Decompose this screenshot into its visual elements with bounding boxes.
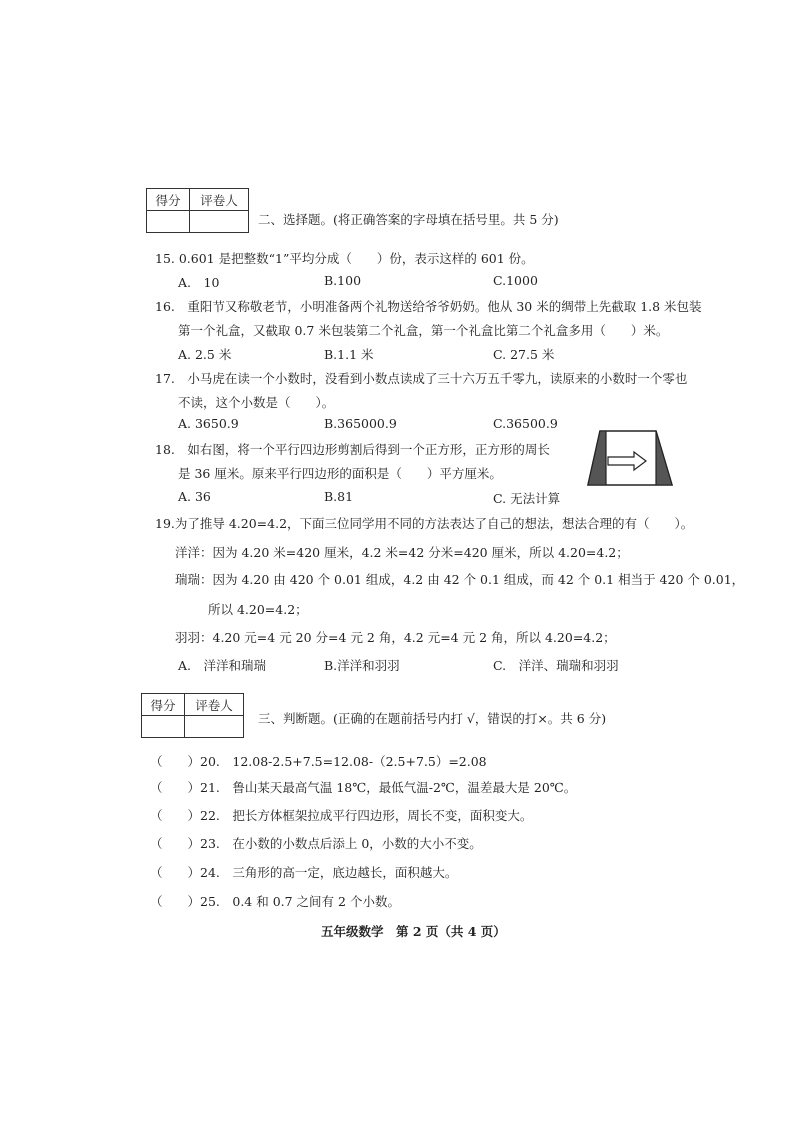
q18-line2: 是 36 厘米。原来平行四边形的面积是（ ）平方厘米。 bbox=[178, 466, 502, 481]
score-box-section2 bbox=[146, 188, 249, 233]
judge-item-24[interactable]: （ ）24. 三角形的高一定，底边越长，面积越大。 bbox=[150, 865, 458, 880]
grader-label: 评卷人 bbox=[190, 189, 249, 211]
judge-item-21[interactable]: （ ）21. 鲁山某天最高气温 18℃，最低气温-2℃，温差最大是 20℃。 bbox=[150, 780, 577, 795]
q19-option-c[interactable]: C. 洋洋、瑞瑞和羽羽 bbox=[493, 658, 619, 673]
grader-label: 评卷人 bbox=[185, 694, 244, 716]
q17-option-a[interactable]: A. 3650.9 bbox=[178, 416, 239, 431]
q18-option-c[interactable]: C. 无法计算 bbox=[493, 491, 561, 506]
q19-yuyu: 羽羽：4.20 元=4 元 20 分=4 元 2 角，4.2 元=4 元 2 角，所以 4.20=4.2； bbox=[175, 630, 616, 645]
q19-option-b[interactable]: B.洋洋和羽羽 bbox=[324, 658, 400, 673]
q15-option-b[interactable]: B.100 bbox=[324, 273, 362, 288]
judge-item-22[interactable]: （ ）22. 把长方体框架拉成平行四边形，周长不变，面积变大。 bbox=[150, 808, 533, 823]
section3-title: 三、判断题。(正确的在题前括号内打 √，错误的打×。共 6 分) bbox=[258, 711, 607, 726]
grader-cell[interactable] bbox=[190, 211, 249, 233]
q17-option-b[interactable]: B.365000.9 bbox=[324, 416, 397, 431]
score-label: 得分 bbox=[147, 189, 190, 211]
q19-yangyang: 洋洋：因为 4.20 米=420 厘米，4.2 米=42 分米=420 厘米，所以 4.20=4.2； bbox=[175, 545, 629, 560]
q15-option-a[interactable]: A. 10 bbox=[178, 275, 220, 290]
parallelogram-figure bbox=[586, 427, 674, 489]
grader-cell[interactable] bbox=[185, 716, 244, 738]
q19-ruirui-line1: 瑞瑞：因为 4.20 由 420 个 0.01 组成，4.2 由 42 个 0.1 组成，而 42 个 0.1 相当于 420 个 0.01， bbox=[175, 572, 745, 587]
q15-text: 15. 0.601 是把整数“1”平均分成（ ）份，表示这样的 601 份。 bbox=[155, 251, 534, 266]
page-footer: 五年级数学 第 2 页（共 4 页） bbox=[321, 924, 506, 939]
q18-option-a[interactable]: A. 36 bbox=[178, 489, 211, 504]
q18-line1: 18. 如右图，将一个平行四边形剪割后得到一个正方形，正方形的周长 bbox=[155, 442, 550, 457]
score-cell[interactable] bbox=[142, 716, 185, 738]
q15-option-c[interactable]: C.1000 bbox=[493, 273, 538, 288]
q17-line1: 17. 小马虎在读一个小数时，没看到小数点读成了三十六万五千零九，读原来的小数时一个零也 bbox=[155, 371, 688, 386]
judge-item-20[interactable]: （ ）20. 12.08-2.5+7.5=12.08-（2.5+7.5）=2.08 bbox=[150, 754, 487, 769]
q17-line2: 不读，这个小数是（ ）。 bbox=[178, 395, 335, 410]
q16-option-a[interactable]: A. 2.5 米 bbox=[178, 347, 232, 362]
q16-line2: 第一个礼盒，又截取 0.7 米包装第二个礼盒，第一个礼盒比第二个礼盒多用（ ）米。 bbox=[178, 323, 669, 338]
q16-line1: 16. 重阳节又称敬老节，小明准备两个礼物送给爷爷奶奶。他从 30 米的绸带上先截取 1.8 米包装 bbox=[155, 299, 702, 314]
q16-option-b[interactable]: B.1.1 米 bbox=[324, 347, 374, 362]
score-label: 得分 bbox=[142, 694, 185, 716]
judge-item-23[interactable]: （ ）23. 在小数的小数点后添上 0，小数的大小不变。 bbox=[150, 836, 482, 851]
q18-option-b[interactable]: B.81 bbox=[324, 489, 354, 504]
judge-item-25[interactable]: （ ）25. 0.4 和 0.7 之间有 2 个小数。 bbox=[150, 894, 400, 909]
q19-option-a[interactable]: A. 洋洋和瑞瑞 bbox=[178, 658, 267, 673]
score-cell[interactable] bbox=[147, 211, 190, 233]
q16-option-c[interactable]: C. 27.5 米 bbox=[493, 347, 555, 362]
section2-title: 二、选择题。(将正确答案的字母填在括号里。共 5 分) bbox=[258, 212, 559, 227]
score-box-section3 bbox=[141, 693, 244, 738]
q17-option-c[interactable]: C.36500.9 bbox=[493, 416, 558, 431]
q19-line1: 19.为了推导 4.20=4.2，下面三位同学用不同的方法表达了自己的想法，想法合理的有（ ）。 bbox=[155, 516, 694, 531]
q19-ruirui-line2: 所以 4.20=4.2； bbox=[208, 602, 308, 617]
